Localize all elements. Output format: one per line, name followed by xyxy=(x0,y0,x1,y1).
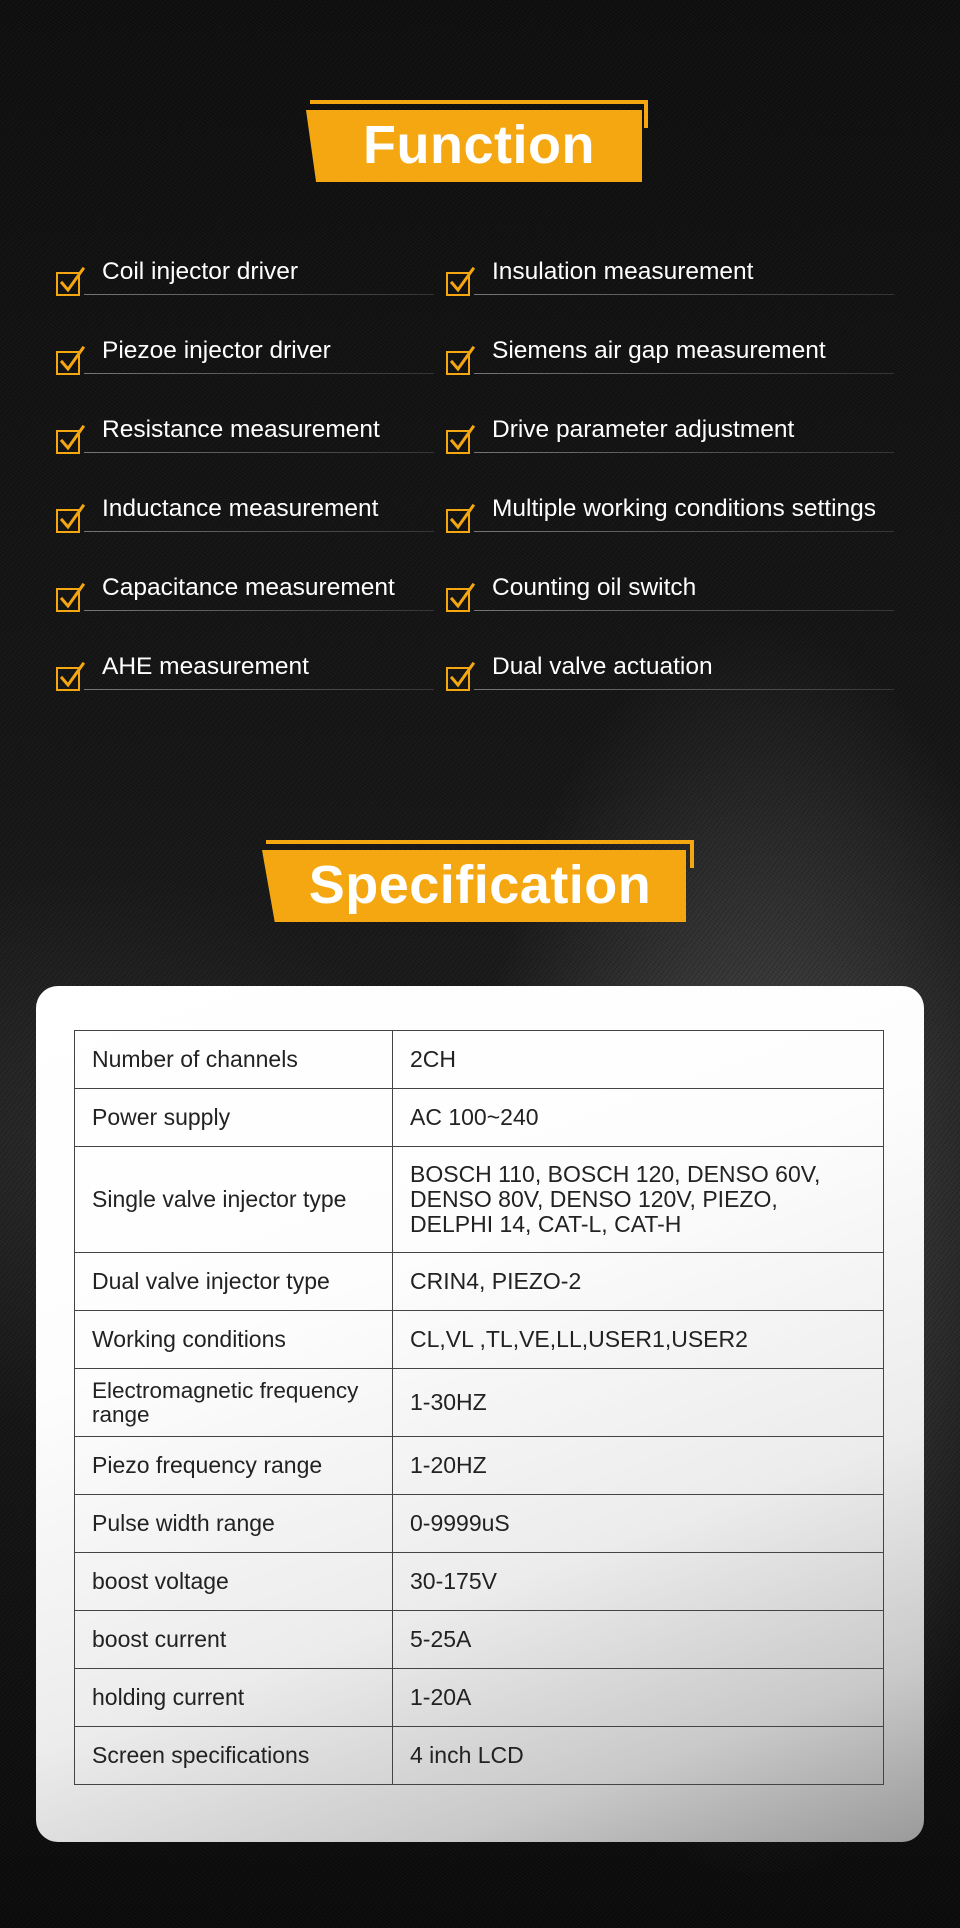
function-item-label: Capacitance measurement xyxy=(102,574,395,601)
function-item-label: Coil injector driver xyxy=(102,258,299,285)
spec-label-cell: Piezo frequency range xyxy=(75,1437,393,1495)
checkbox-checked-icon xyxy=(56,667,80,691)
spec-label-cell: Working conditions xyxy=(75,1311,393,1369)
function-list-item xyxy=(54,333,414,412)
spec-value-cell: 30-175V xyxy=(393,1553,884,1611)
spec-table-row xyxy=(75,1495,884,1553)
function-item-label: Counting oil switch xyxy=(492,574,697,601)
checkbox-checked-icon xyxy=(56,351,80,375)
checkbox-checked-icon xyxy=(446,509,470,533)
spec-label-cell: Dual valve injector type xyxy=(75,1253,393,1311)
function-item-divider xyxy=(474,452,894,453)
function-list-right xyxy=(444,254,904,728)
spec-table-row xyxy=(75,1669,884,1727)
spec-value-cell: 4 inch LCD xyxy=(393,1727,884,1785)
spec-table-row xyxy=(75,1031,884,1089)
spec-table-row xyxy=(75,1553,884,1611)
spec-label-cell: Single valve injector type xyxy=(75,1147,393,1253)
spec-label-cell: Pulse width range xyxy=(75,1495,393,1553)
function-item-label: Piezoe injector driver xyxy=(102,337,331,364)
function-list-item xyxy=(54,491,414,570)
spec-table-row xyxy=(75,1437,884,1495)
spec-value-cell: AC 100~240 xyxy=(393,1089,884,1147)
checkbox-checked-icon xyxy=(446,667,470,691)
function-item-label: AHE measurement xyxy=(102,653,309,680)
checkbox-checked-icon xyxy=(446,272,470,296)
function-list-item xyxy=(54,570,414,649)
checkbox-checked-icon xyxy=(56,588,80,612)
function-item-divider xyxy=(84,294,434,295)
spec-table-row xyxy=(75,1147,884,1253)
checkbox-checked-icon xyxy=(56,430,80,454)
spec-label-cell: Electromagnetic frequency range xyxy=(75,1369,393,1437)
spec-label-cell: holding current xyxy=(75,1669,393,1727)
function-item-divider xyxy=(84,689,434,690)
function-list-item xyxy=(54,412,414,491)
spec-label-cell: boost voltage xyxy=(75,1553,393,1611)
function-item-divider xyxy=(84,531,434,532)
function-item-label: Dual valve actuation xyxy=(492,653,713,680)
function-list-item xyxy=(444,412,904,491)
function-item-divider xyxy=(84,610,434,611)
function-list-item xyxy=(444,333,904,412)
spec-value-cell: 1-20HZ xyxy=(393,1437,884,1495)
spec-table-row xyxy=(75,1611,884,1669)
spec-table-row xyxy=(75,1369,884,1437)
specification-panel xyxy=(36,986,924,1842)
checkbox-checked-icon xyxy=(446,588,470,612)
spec-label-cell: boost current xyxy=(75,1611,393,1669)
specification-table-body xyxy=(75,1031,884,1785)
spec-table-row xyxy=(75,1253,884,1311)
function-title: Function xyxy=(363,115,595,175)
function-item-label: Resistance measurement xyxy=(102,416,380,443)
specification-table xyxy=(74,1030,884,1785)
function-item-divider xyxy=(84,373,434,374)
spec-value-cell: BOSCH 110, BOSCH 120, DENSO 60V, DENSO 80V, DENSO 120V, PIEZO, DELPHI 14, CAT-L, CAT-H xyxy=(393,1147,884,1253)
spec-value-cell: CL,VL ,TL,VE,LL,USER1,USER2 xyxy=(393,1311,884,1369)
spec-value-cell: CRIN4, PIEZO-2 xyxy=(393,1253,884,1311)
function-item-divider xyxy=(474,294,894,295)
spec-label-cell: Number of channels xyxy=(75,1031,393,1089)
spec-value-cell: 0-9999uS xyxy=(393,1495,884,1553)
specification-title: Specification xyxy=(308,855,652,915)
function-list-left xyxy=(54,254,414,728)
spec-value-cell: 1-30HZ xyxy=(393,1369,884,1437)
spec-table-row xyxy=(75,1727,884,1785)
spec-value-cell: 5-25A xyxy=(393,1611,884,1669)
function-list-item xyxy=(444,570,904,649)
spec-table-row xyxy=(75,1089,884,1147)
spec-label-cell: Screen specifications xyxy=(75,1727,393,1785)
function-item-divider xyxy=(474,689,894,690)
checkbox-checked-icon xyxy=(56,272,80,296)
checkbox-checked-icon xyxy=(446,430,470,454)
function-list-item xyxy=(54,254,414,333)
checkbox-checked-icon xyxy=(56,509,80,533)
function-item-label: Siemens air gap measurement xyxy=(492,337,826,364)
function-item-divider xyxy=(84,452,434,453)
function-list-item xyxy=(444,491,904,570)
function-list-item xyxy=(444,254,904,333)
spec-value-cell: 2CH xyxy=(393,1031,884,1089)
checkbox-checked-icon xyxy=(446,351,470,375)
spec-table-row xyxy=(75,1311,884,1369)
function-item-label: Drive parameter adjustment xyxy=(492,416,795,443)
spec-label-cell: Power supply xyxy=(75,1089,393,1147)
function-item-divider xyxy=(474,373,894,374)
function-list-item xyxy=(54,649,414,728)
specification-title-badge xyxy=(262,838,698,928)
function-list-item xyxy=(444,649,904,728)
function-title-badge xyxy=(306,98,652,188)
function-item-label: Insulation measurement xyxy=(492,258,754,285)
function-item-label: Inductance measurement xyxy=(102,495,379,522)
function-item-divider xyxy=(474,531,894,532)
function-item-label: Multiple working conditions settings xyxy=(492,495,877,522)
spec-value-cell: 1-20A xyxy=(393,1669,884,1727)
function-item-divider xyxy=(474,610,894,611)
